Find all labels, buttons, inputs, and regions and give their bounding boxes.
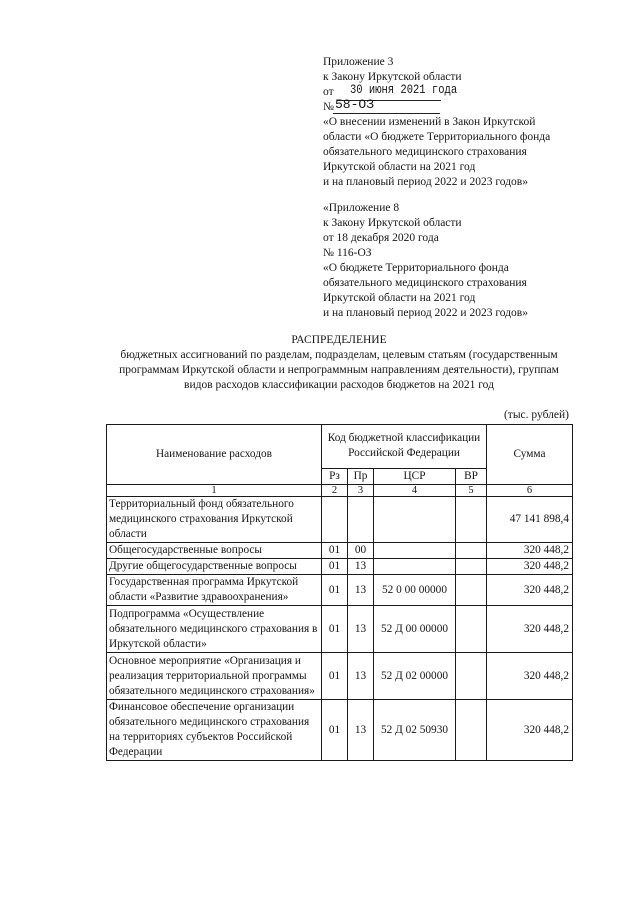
header-sum: Сумма <box>487 425 573 485</box>
document-title-block <box>100 333 578 393</box>
original-header-line: «Приложение 8 <box>323 202 400 214</box>
row-name: Основное мероприятие «Организация и реализация территориальной программы обязательного медицинского страхования» <box>107 653 322 700</box>
column-number: 6 <box>487 485 573 497</box>
number-prefix: № <box>323 101 334 113</box>
header-name: Наименование расходов <box>107 425 322 485</box>
law-reference: к Закону Иркутской области <box>323 71 462 83</box>
document-heading: РАСПРЕДЕЛЕНИЕ <box>291 334 387 346</box>
row-name: Подпрограмма «Осуществление обязательного медицинского страхования в Иркутской области» <box>107 606 322 653</box>
csr-cell <box>374 497 456 543</box>
sum-cell: 47 141 898,4 <box>487 497 573 543</box>
csr-cell: 52 0 00 00000 <box>374 575 456 606</box>
csr-cell: 52 Д 02 00000 <box>374 653 456 700</box>
original-header-line: и на плановый период 2022 и 2023 годов» <box>323 307 528 319</box>
vr-cell <box>456 543 487 559</box>
csr-cell <box>374 559 456 575</box>
approval-title-line: области «О бюджете Территориального фонда <box>323 131 551 143</box>
document-subtitle-line: видов расходов классификации расходов бюджетов на 2021 год <box>184 379 494 391</box>
row-name: Государственная программа Иркутской области «Развитие здравоохранения» <box>107 575 322 606</box>
header-pr: Пр <box>348 469 374 485</box>
sum-cell: 320 448,2 <box>487 559 573 575</box>
column-number-row <box>107 485 573 497</box>
sum-cell: 320 448,2 <box>487 700 573 761</box>
vr-cell <box>456 575 487 606</box>
table-row <box>107 497 573 543</box>
pr-cell: 00 <box>348 543 374 559</box>
table-row <box>107 543 573 559</box>
sum-cell: 320 448,2 <box>487 653 573 700</box>
table-row <box>107 606 573 653</box>
approval-header <box>323 55 550 190</box>
original-header-line: обязательного медицинского страхования <box>323 277 527 289</box>
document-subtitle-line: программам Иркутской области и непрограммным направлениям деятельности), группам <box>119 364 559 376</box>
column-number: 1 <box>107 485 322 497</box>
pr-cell: 13 <box>348 653 374 700</box>
csr-cell: 52 Д 02 50930 <box>374 700 456 761</box>
approval-title-line: «О внесении изменений в Закон Иркутской <box>323 116 536 128</box>
vr-cell <box>456 653 487 700</box>
pr-cell: 13 <box>348 606 374 653</box>
rz-cell: 01 <box>322 575 348 606</box>
sum-cell: 320 448,2 <box>487 575 573 606</box>
approval-title-line: Иркутской области на 2021 год <box>323 161 476 173</box>
table-header-row <box>107 425 573 469</box>
rz-cell: 01 <box>322 700 348 761</box>
date-prefix: от <box>323 86 334 98</box>
column-number: 5 <box>456 485 487 497</box>
table-row <box>107 700 573 761</box>
rz-cell: 01 <box>322 606 348 653</box>
number-underline <box>333 113 440 114</box>
rz-cell: 01 <box>322 653 348 700</box>
pr-cell: 13 <box>348 559 374 575</box>
approval-title-line: обязательного медицинского страхования <box>323 146 527 158</box>
table-row <box>107 575 573 606</box>
column-number: 2 <box>322 485 348 497</box>
law-number-line <box>323 97 550 115</box>
original-header-line: Иркутской области на 2021 год <box>323 292 476 304</box>
vr-cell <box>456 606 487 653</box>
table-row <box>107 653 573 700</box>
law-number: 58-ОЗ <box>335 97 375 112</box>
rz-cell: 01 <box>322 543 348 559</box>
pr-cell: 13 <box>348 575 374 606</box>
csr-cell <box>374 543 456 559</box>
row-name: Территориальный фонд обязательного медицинского страхования Иркутской области <box>107 497 322 543</box>
law-date: 30 июня 2021 года <box>350 83 458 97</box>
sum-cell: 320 448,2 <box>487 543 573 559</box>
original-appendix-header <box>323 201 528 321</box>
vr-cell <box>456 497 487 543</box>
table-row <box>107 559 573 575</box>
header-csr: ЦСР <box>374 469 456 485</box>
original-header-line: к Закону Иркутской области <box>323 217 462 229</box>
header-vr: ВР <box>456 469 487 485</box>
column-number: 4 <box>374 485 456 497</box>
original-header-line: № 116-ОЗ <box>323 247 372 259</box>
budget-allocation-table <box>106 424 573 761</box>
approval-title-line: и на плановый период 2022 и 2023 годов» <box>323 176 528 188</box>
original-header-line: «О бюджете Территориального фонда <box>323 262 509 274</box>
pr-cell: 13 <box>348 700 374 761</box>
header-code-group: Код бюджетной классификации Российской Федерации <box>322 425 487 469</box>
sum-cell: 320 448,2 <box>487 606 573 653</box>
pr-cell <box>348 497 374 543</box>
appendix-label: Приложение 3 <box>323 56 394 68</box>
csr-cell: 52 Д 00 00000 <box>374 606 456 653</box>
rz-cell <box>322 497 348 543</box>
column-number: 3 <box>348 485 374 497</box>
vr-cell <box>456 559 487 575</box>
header-rz: Рз <box>322 469 348 485</box>
vr-cell <box>456 700 487 761</box>
original-header-line: от 18 декабря 2020 года <box>323 232 439 244</box>
row-name: Общегосударственные вопросы <box>107 543 322 559</box>
rz-cell: 01 <box>322 559 348 575</box>
document-subtitle-line: бюджетных ассигнований по разделам, подразделам, целевым статьям (государственным <box>120 349 558 361</box>
row-name: Финансовое обеспечение организации обязательного медицинского страхования на территориях субъектов Российской Федерации <box>107 700 322 761</box>
units-note: (тыс. рублей) <box>503 409 569 421</box>
row-name: Другие общегосударственные вопросы <box>107 559 322 575</box>
